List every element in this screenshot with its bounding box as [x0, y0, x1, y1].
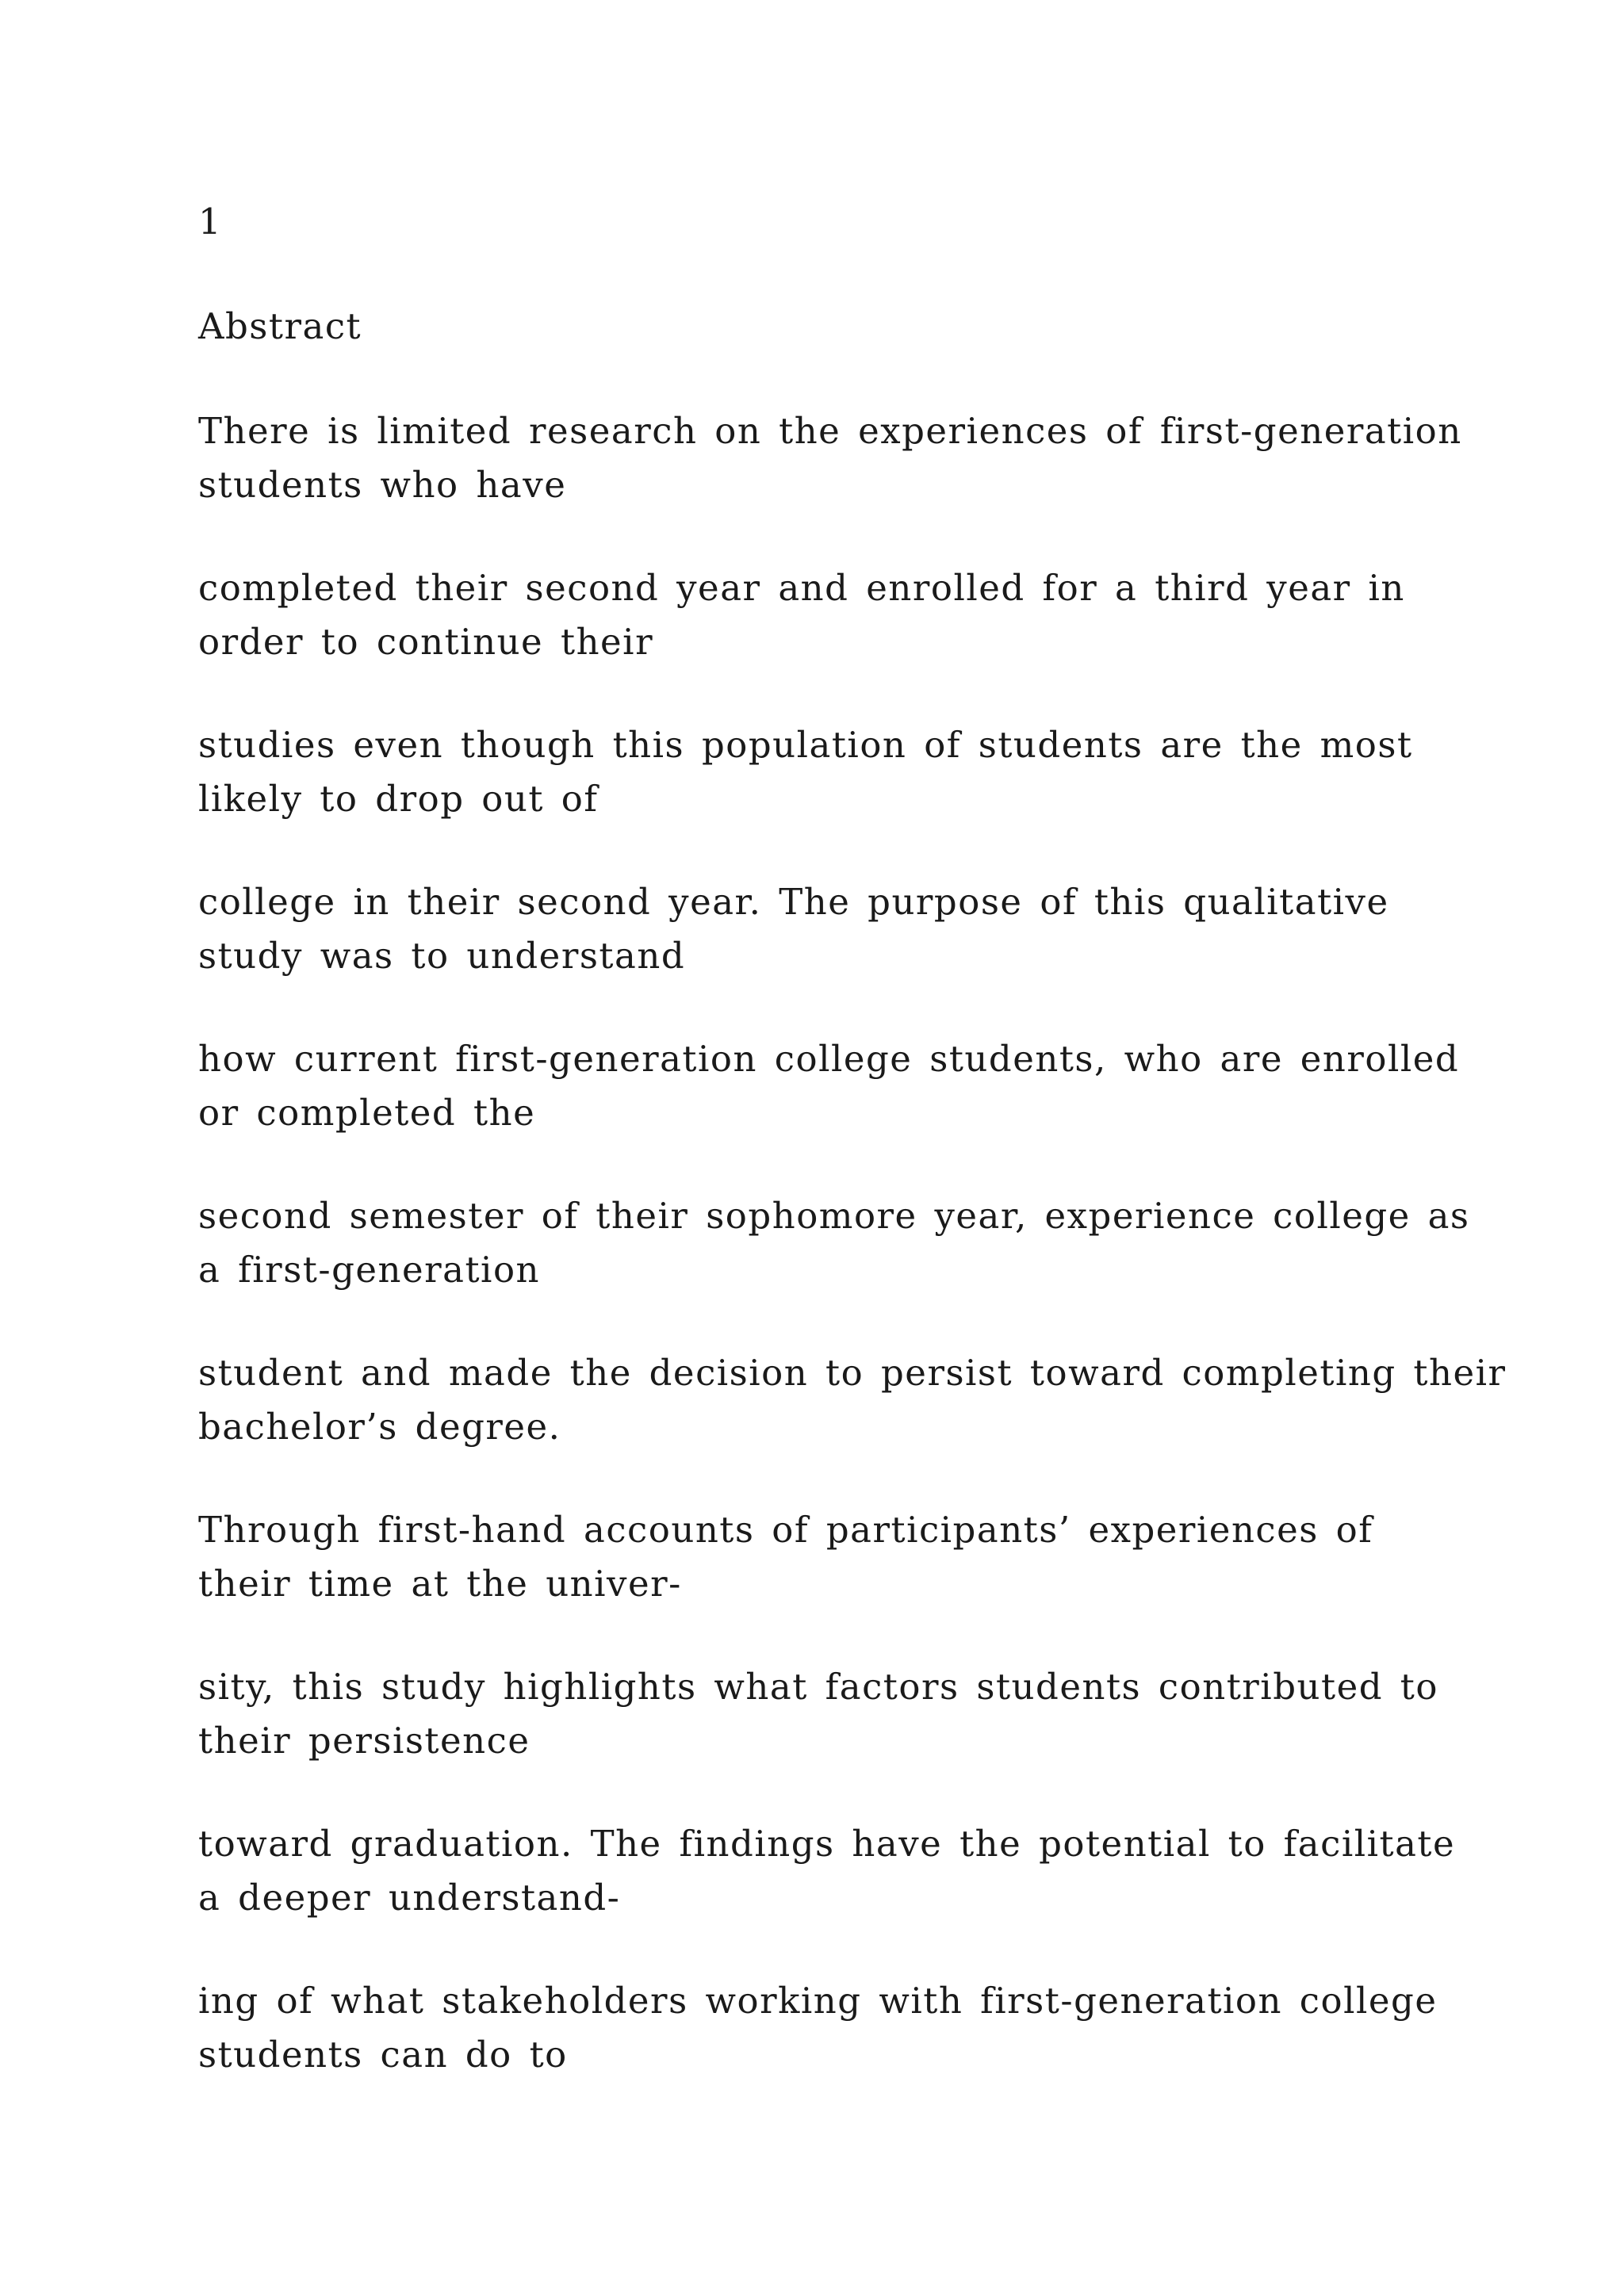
text-line: completed their second year and enrolled for a third year in: [198, 567, 1405, 609]
abstract-paragraph: [198, 718, 1483, 826]
text-line: likely to drop out of: [198, 778, 599, 820]
text-line: students can do to: [198, 2034, 568, 2076]
text-line: student and made the decision to persist toward completing their: [198, 1352, 1507, 1394]
abstract-paragraph: [198, 1974, 1483, 2082]
abstract-heading: Abstract: [198, 305, 362, 347]
text-line: order to continue their: [198, 621, 654, 663]
text-line: ing of what stakeholders working with first-generation college: [198, 1980, 1438, 2022]
text-line: how current first-generation college students, who are enrolled: [198, 1038, 1460, 1080]
text-line: study was to understand: [198, 935, 686, 977]
text-line: second semester of their sophomore year, experience college as: [198, 1195, 1470, 1237]
abstract-paragraph: [198, 1503, 1483, 1611]
abstract-paragraph: [198, 1660, 1483, 1768]
abstract-paragraph: [198, 1346, 1507, 1454]
text-line: college in their second year. The purpose of this qualitative: [198, 881, 1389, 923]
text-line: students who have: [198, 464, 567, 506]
abstract-paragraph: [198, 1817, 1483, 1925]
abstract-paragraph: [198, 404, 1483, 512]
abstract-paragraph: [198, 561, 1483, 669]
abstract-paragraph: [198, 1189, 1483, 1297]
text-line: Through first-hand accounts of participants’ experiences of: [198, 1509, 1373, 1551]
text-line: toward graduation. The findings have the potential to facilitate: [198, 1823, 1456, 1865]
text-line: a deeper understand-: [198, 1877, 621, 1919]
text-line: sity, this study highlights what factors students contributed to: [198, 1666, 1438, 1708]
text-line: or completed the: [198, 1092, 536, 1134]
text-line: studies even though this population of students are the most: [198, 724, 1413, 766]
abstract-paragraph: [198, 1032, 1483, 1140]
text-line: their time at the univer-: [198, 1563, 682, 1605]
text-line: a first-generation: [198, 1249, 541, 1291]
text-line: their persistence: [198, 1720, 530, 1762]
text-line: There is limited research on the experiences of first-generation: [198, 410, 1462, 452]
text-line: bachelor’s degree.: [198, 1406, 561, 1448]
page-number: 1: [198, 201, 223, 243]
abstract-paragraph: [198, 875, 1483, 983]
